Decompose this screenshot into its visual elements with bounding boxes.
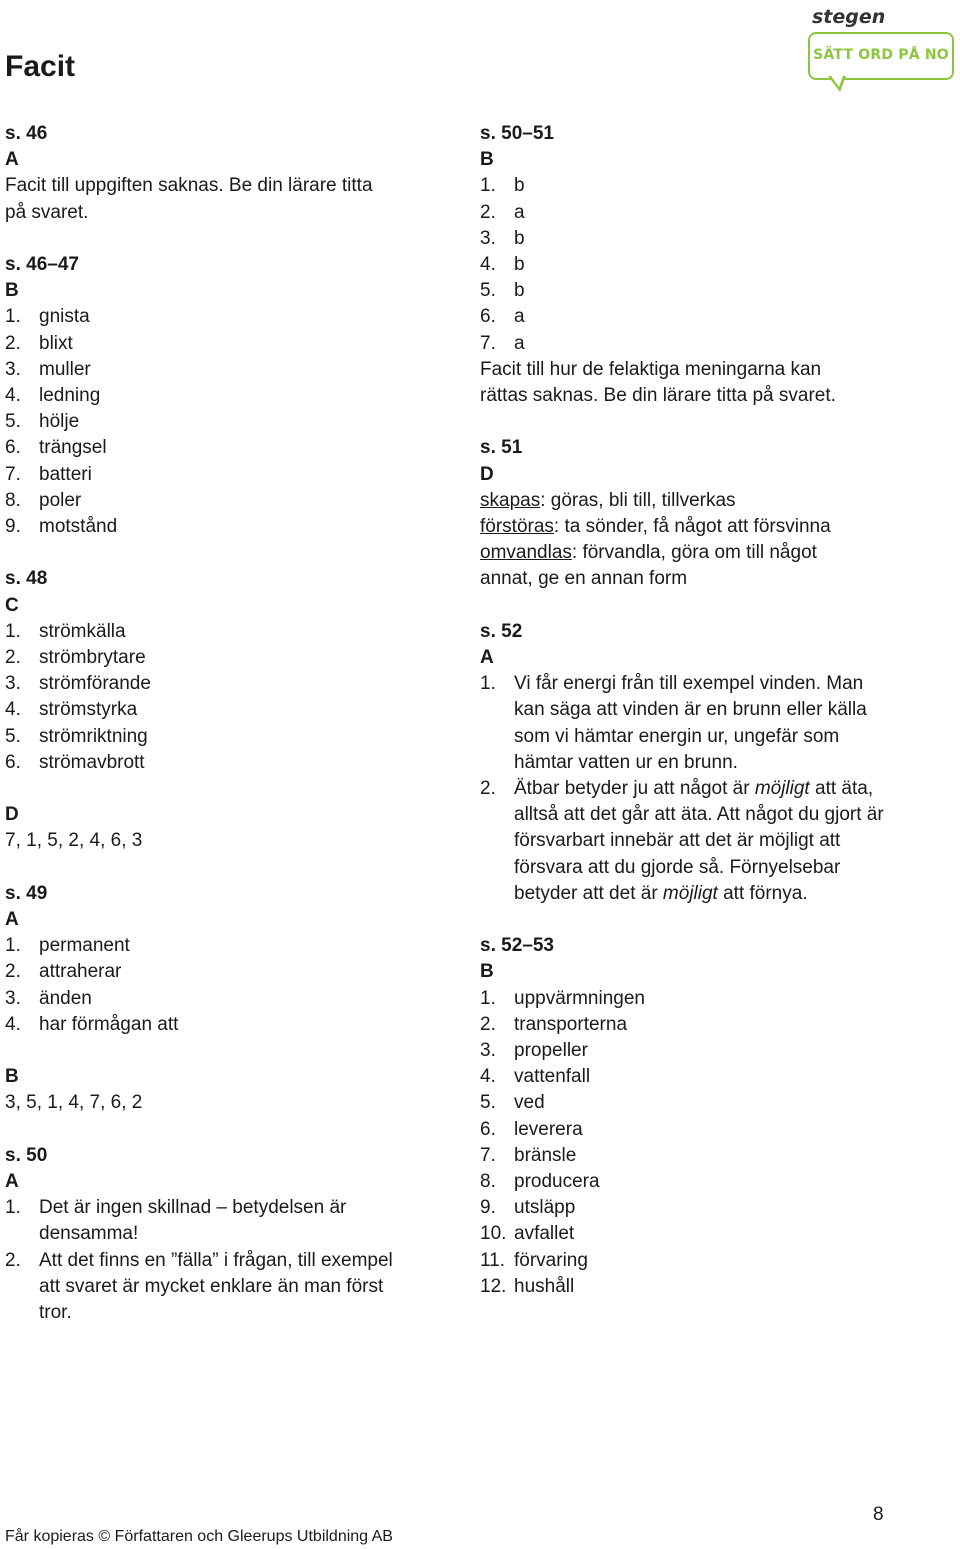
list-item: 2. blixt (5, 332, 73, 354)
section-s52 (480, 619, 900, 907)
section-heading: s. 50 (5, 1144, 48, 1166)
right-column (480, 121, 900, 1326)
list-item: 3. b (480, 227, 525, 249)
section-s49 (5, 881, 405, 1117)
list-item: 4. ledning (5, 385, 101, 407)
list-item: 2. a (480, 201, 525, 223)
page-title: Facit (5, 50, 76, 83)
subsection-label: A (5, 149, 19, 171)
list-item: 7. a (480, 332, 525, 354)
definition-text: : förvandla, göra om till något annat, ge en annan form (480, 542, 817, 590)
stegen-logo (806, 4, 956, 96)
section-heading: s. 51 (480, 437, 523, 459)
subsection-label: A (5, 909, 19, 931)
subsection-label: B (5, 280, 19, 302)
list-item: 6. strömavbrott (5, 751, 145, 773)
section-s52-53 (480, 933, 900, 1300)
left-column (5, 121, 405, 1352)
answer-list (5, 619, 405, 776)
answer-list (5, 304, 405, 540)
subsection-label: C (5, 594, 19, 616)
definition-text: : göras, bli till, tillverkas (540, 489, 736, 511)
subsection-label: D (480, 463, 494, 485)
answer-list (480, 671, 885, 907)
section-s48 (5, 566, 405, 854)
answer-list (5, 1195, 395, 1326)
subsection-label: A (5, 1171, 19, 1193)
list-item: 1. strömkälla (5, 620, 126, 642)
list-item: 1. uppvärmningen (480, 987, 645, 1009)
answer-note: Facit till hur de felaktiga meningarna kan rättas saknas. Be din lärare titta på svaret. (480, 358, 836, 407)
list-item: 2. strömbrytare (5, 647, 146, 669)
defined-word: förstöras (480, 516, 554, 538)
list-item: 1. gnista (5, 306, 90, 328)
section-heading: s. 52 (480, 620, 523, 642)
list-item: 1. Det är ingen skillnad – betydelsen är densamma! (5, 1197, 347, 1245)
list-item: 6. a (480, 306, 525, 328)
list-item: 2. transporterna (480, 1013, 628, 1035)
list-item: 7. bränsle (480, 1144, 577, 1166)
list-item: 4. vattenfall (480, 1066, 591, 1088)
defined-word: skapas (480, 489, 541, 511)
section-heading: s. 50–51 (480, 123, 554, 144)
subsection-label: A (480, 647, 494, 669)
list-item: 4. har förmågan att (5, 1013, 179, 1035)
list-item: 8. producera (480, 1171, 600, 1193)
list-item: 5. ved (480, 1092, 545, 1114)
list-item: 5. strömriktning (5, 725, 148, 747)
section-s51 (480, 435, 900, 592)
list-item: 9. utsläpp (480, 1197, 576, 1219)
defined-word: omvandlas (480, 542, 572, 564)
section-s46 (5, 121, 405, 226)
list-item: 6. leverera (480, 1118, 583, 1140)
answer-sequence: 3, 5, 1, 4, 7, 6, 2 (5, 1092, 143, 1114)
list-item: 5. b (480, 280, 525, 302)
list-item: 2. Att det finns en ”fälla” i frågan, till exempel att svaret är mycket enklare än man först tror. (5, 1249, 393, 1324)
answer-list (480, 173, 900, 356)
list-item: 7. batteri (5, 463, 92, 485)
section-heading: s. 52–53 (480, 935, 554, 957)
list-item: 6. trängsel (5, 437, 107, 459)
list-item: 4. strömstyrka (5, 699, 138, 721)
list-item: 1. permanent (5, 935, 130, 957)
list-item: 3. änden (5, 987, 92, 1009)
section-heading: s. 49 (5, 882, 48, 904)
definition-item (480, 488, 900, 514)
list-item: 11. förvaring (480, 1249, 588, 1271)
section-s46-47 (5, 252, 405, 540)
list-item: 10. avfallet (480, 1223, 575, 1245)
list-item: 8. poler (5, 489, 82, 511)
subsection-label: B (480, 961, 494, 983)
definition-item (480, 540, 850, 592)
answer-note: Facit till uppgiften saknas. Be din lärare titta på svaret. (5, 175, 373, 223)
definition-item (480, 514, 900, 540)
list-item: 5. hölje (5, 411, 80, 433)
list-item: 9. motstånd (5, 516, 118, 538)
list-item: 3. propeller (480, 1040, 588, 1062)
section-heading: s. 46 (5, 123, 48, 144)
list-item: 1. b (480, 175, 525, 197)
logo-brand: stegen (812, 6, 886, 28)
subsection-label: B (480, 149, 494, 171)
logo-tagline: SÄTT ORD PÅ NO (813, 47, 949, 63)
list-item: 1. Vi får energi från till exempel vinden. Man kan säga att vinden är en brunn eller källa som vi hämtar energin ur, ungefär som hämtar vatten ur en brunn. (480, 673, 867, 773)
list-item: 12. hushåll (480, 1275, 575, 1297)
definition-text: : ta sönder, få något att försvinna (553, 516, 831, 538)
list-item: 4. b (480, 254, 525, 276)
logo-speech-bubble (808, 32, 954, 80)
section-s50 (5, 1143, 405, 1326)
answer-list (480, 986, 900, 1300)
subsection-label: B (5, 1066, 19, 1088)
page-number: 8 (873, 1504, 884, 1525)
list-item: 2. Ätbar betyder ju att något är möjligt att äta, alltså att det går att äta. Att något du gjort är försvarbart innebär att det är möjligt att försvara att du gjorde så. Förnyelsebar betyder att det är möjligt att förnya. (480, 778, 884, 904)
section-heading: s. 48 (5, 568, 48, 590)
answer-sequence: 7, 1, 5, 2, 4, 6, 3 (5, 830, 143, 852)
subsection-label: D (5, 804, 19, 826)
list-item: 3. muller (5, 358, 91, 380)
answer-list (5, 933, 405, 1038)
list-item: 3. strömförande (5, 673, 151, 695)
section-heading: s. 46–47 (5, 254, 79, 275)
section-s50-51 (480, 121, 900, 409)
list-item: 2. attraherar (5, 961, 122, 983)
copyright-footer: Får kopieras © Författaren och Gleerups Utbildning AB (5, 1528, 393, 1545)
